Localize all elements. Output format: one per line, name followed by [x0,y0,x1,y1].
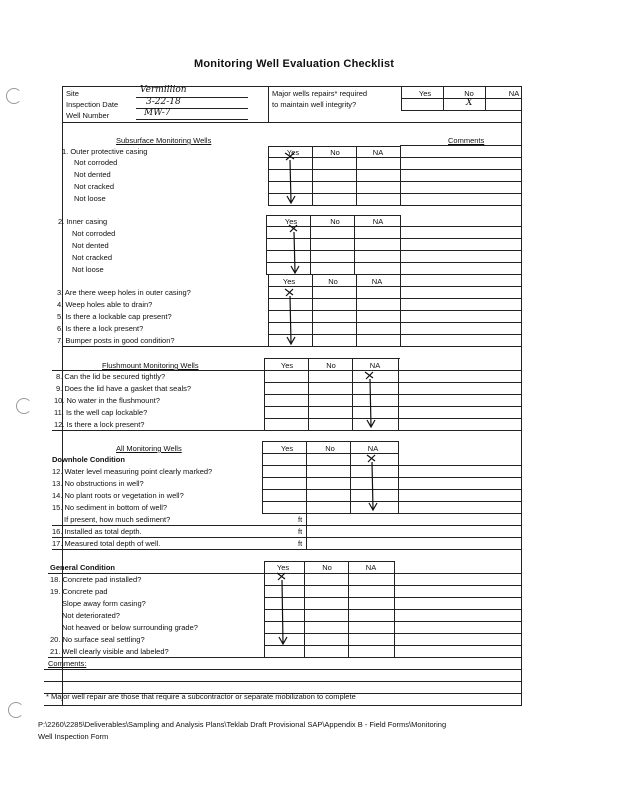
grid-line [266,238,521,239]
col-no-header: No [326,361,336,370]
grid-line [266,215,267,274]
repair-box-left [401,86,402,110]
repair-box-bottom [401,110,521,111]
grid-line [264,394,521,395]
grid-line [264,597,521,598]
item7-label: 7. Bumper posts in good condition? [57,336,175,345]
site-value: Vermillion [140,85,187,95]
col-yes-header: Yes [286,148,300,157]
grid-line [356,146,357,205]
col-na-header: NA [372,217,384,226]
file-path-line1: P:\2260\2285\Deliverables\Sampling and Analysis Plans\Teklab Draft Provisional SAP\Appendix B - Field Forms\Monitoring [38,720,447,729]
repair-question-line1: Major wells repairs* required [272,89,368,98]
item16-label: 16. Installed as total depth. [52,527,142,536]
item14-label: 14. No plant roots or vegetation in well? [52,491,184,500]
item13-label: 13. No obstructions in well? [52,479,144,488]
grid-line [268,322,521,323]
check-arrow-mark [282,287,300,347]
check-arrow-mark [362,370,380,430]
grid-line [266,274,521,275]
grid-line [262,465,521,466]
grid-line [268,286,521,287]
item19-sub: Slope away form casing? [62,599,146,608]
sediment-unit: ft [298,515,303,524]
grid-line [262,441,398,442]
item1-sub: Not loose [74,194,106,203]
grid-line [308,358,309,430]
repair-no-header: No [464,89,474,98]
sediment-label: If present, how much sediment? [64,515,171,524]
grid-line [266,215,400,216]
check-arrow-mark [364,453,382,513]
grid-line [268,310,521,311]
well-number-label: Well Number [66,111,110,120]
item2-sub: Not loose [72,265,104,274]
comment-line [44,681,521,682]
grid-line [268,334,521,335]
grid-line [400,215,401,274]
item5-label: 5. Is there a lockable cap present? [57,312,172,321]
grid-line [268,146,269,205]
col-no-header: No [322,563,332,572]
grid-line [356,275,357,346]
item6-label: 6. Is there a lock present? [57,324,144,333]
item19-sub: Not deteriorated? [62,611,120,620]
grid-line [264,358,265,430]
item18-label: 18. Concrete pad installed? [50,575,142,584]
item4-label: 4. Weep holes able to drain? [57,300,153,309]
grid-line [306,441,307,549]
grid-line [400,146,401,205]
grid-line [262,501,521,502]
header-vline [268,86,269,122]
footnote: * Major well repair are those that require a subcontractor or separate mobilization to complete [46,692,356,701]
col-na-header: NA [372,148,384,157]
grid-line [264,382,521,383]
grid-line [350,441,351,513]
grid-line [268,205,521,206]
item9-label: 9. Does the lid have a gasket that seals? [56,384,192,393]
all-wells-title: All Monitoring Wells [116,444,182,453]
item12b-label: 12. Water level measuring point clearly marked? [52,467,213,476]
grid-line [266,250,521,251]
item1-label: 1. Outer protective casing [62,147,148,156]
check-arrow-mark [274,571,292,647]
grid-line [52,549,521,550]
binder-hole [6,88,22,104]
grid-line [52,537,521,538]
grid-line [48,657,521,658]
repair-question-line2: to maintain well integrity? [272,100,357,109]
grid-line [264,633,521,634]
item2-sub: Not corroded [72,229,116,238]
inspection-date-value: 3-22-18 [146,97,181,107]
grid-line [268,193,521,194]
col-no-header: No [330,148,340,157]
general-title: General Condition [50,563,116,572]
col-yes-header: Yes [276,563,290,572]
comments-label: Comments: [48,659,87,668]
page-title: Monitoring Well Evaluation Checklist [194,58,395,70]
grid-line [268,157,521,158]
comments-header: Comments [448,136,485,145]
col-yes-header: Yes [280,361,294,370]
grid-line [348,561,349,657]
grid-line [304,561,305,657]
grid-line [264,561,394,562]
col-na-header: NA [367,444,379,453]
item8-label: 8. Can the lid be secured tightly? [56,372,166,381]
item20-label: 20. No surface seal settling? [50,635,145,644]
col-na-header: NA [371,277,383,286]
grid-line [268,298,521,299]
grid-line [354,215,355,274]
header-divider [62,122,522,123]
item2-label: 2. Inner casing [58,217,108,226]
item2-sub: Not cracked [72,253,113,262]
item17-label: 17. Measured total depth of well. [52,539,161,548]
item12-label: 12. Is there a lock present? [54,420,145,429]
file-path-line2: Well Inspection Form [38,732,109,741]
grid-line [262,513,521,514]
col-na-header: NA [365,563,377,572]
inspection-date-label: Inspection Date [66,100,119,109]
item2-sub: Not dented [72,241,109,250]
grid-line [312,275,313,346]
grid-line [262,441,263,513]
col-yes-header: Yes [284,217,298,226]
grid-line [264,585,521,586]
item1-sub: Not dented [74,170,111,179]
item15-label: 15. No sediment in bottom of well? [52,503,168,512]
col-no-header: No [325,444,335,453]
grid-line [264,621,521,622]
binder-hole [8,702,24,718]
frame-right [521,86,522,706]
grid-line [268,146,400,147]
grid-line [268,181,521,182]
col-yes-header: Yes [280,444,294,453]
repair-box-top [401,98,521,99]
flushmount-title: Flushmount Monitoring Wells [102,361,199,370]
col-na-header: NA [369,361,381,370]
subsurface-title: Subsurface Monitoring Wells [116,136,212,145]
col-no-header: No [330,217,340,226]
check-arrow-mark [282,150,300,206]
repair-answer-mark: X [466,98,473,108]
grid-line [262,489,521,490]
grid-line [52,430,521,431]
grid-line [262,477,521,478]
item1-sub: Not corroded [74,158,118,167]
item19-label: 19. Concrete pad [50,587,108,596]
site-label: Site [66,89,79,98]
grid-line [52,525,521,526]
measured-depth-unit: ft [298,539,303,548]
install-depth-unit: ft [298,527,303,536]
item19-sub: Not heaved or below surrounding grade? [62,623,198,632]
item3-label: 3. Are there weep holes in outer casing? [57,288,191,297]
grid-line [264,645,521,646]
grid-line [266,262,521,263]
grid-line [264,406,521,407]
col-yes-header: Yes [282,277,296,286]
well-underline [136,119,248,120]
grid-line [398,358,399,430]
repair-box-div2 [485,86,486,110]
grid-line [264,358,400,359]
downhole-title: Downhole Condition [52,455,125,464]
frame-bottom [44,705,522,706]
repair-na-header: NA [508,89,520,98]
grid-line [268,169,521,170]
col-no-header: No [328,277,338,286]
item10-label: 10. No water in the flushmount? [54,396,160,405]
grid-line [266,226,521,227]
grid-line [400,275,401,346]
grid-line [268,275,269,346]
grid-line [352,358,353,430]
grid-line [52,370,521,371]
check-arrow-mark [286,222,304,276]
well-number-value: MW-7 [144,108,171,118]
item21-label: 21. Well clearly visible and labeled? [50,647,169,656]
item1-sub: Not cracked [74,182,115,191]
binder-hole [16,398,32,414]
grid-line [312,146,313,205]
grid-line [264,418,521,419]
grid-line [310,215,311,274]
grid-line [264,561,265,657]
grid-line [398,441,399,513]
repair-box-div1 [443,86,444,110]
grid-line [264,609,521,610]
item11-label: 11. Is the well cap lockable? [54,408,148,417]
grid-line [394,561,395,657]
repair-yes-header: Yes [418,89,432,98]
comments-underline [400,145,521,146]
comment-line [44,669,521,670]
frame-top [62,86,522,87]
